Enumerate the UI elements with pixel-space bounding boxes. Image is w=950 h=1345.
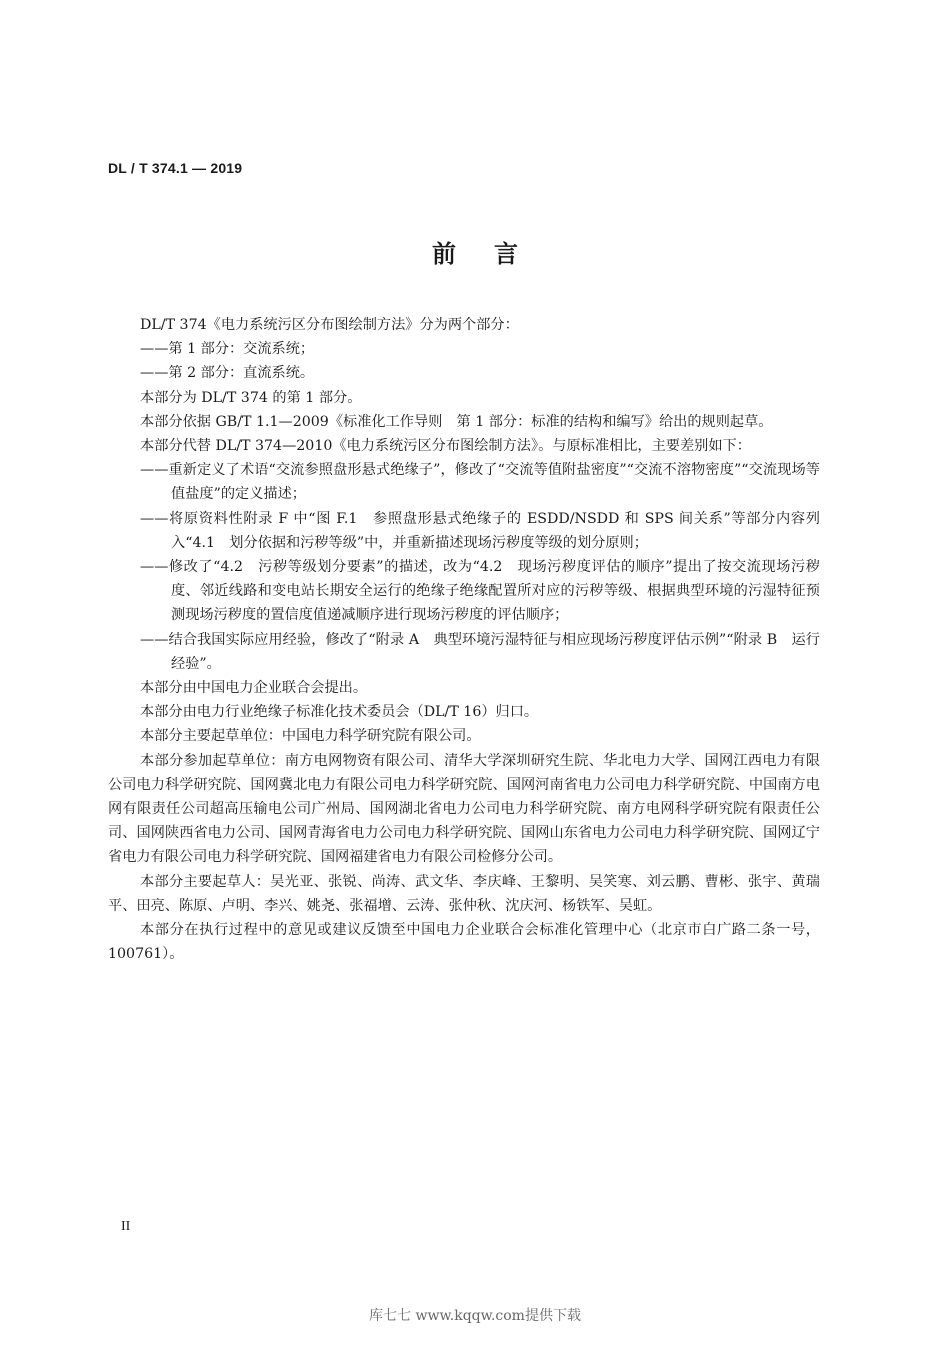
preface-body [108, 313, 820, 966]
paragraph: 本部分为 DL/T 374 的第 1 部分。 [140, 389, 362, 406]
page-title: 前言 [432, 240, 556, 268]
download-footer: 库七七 www.kqqw.com提供下载 [369, 1308, 581, 1324]
paragraph: 本部分主要起草人：吴光亚、张锐、尚涛、武文华、李庆峰、王黎明、吴笑寒、刘云鹏、曹彬、张宇、黄瑞平、田亮、陈原、卢明、李兴、姚尧、张福增、云涛、张仲秋、沈庆河、杨铁军、吴虹。 [108, 873, 820, 914]
document-code: DL / T 374.1 — 2019 [108, 160, 243, 176]
paragraph: 本部分在执行过程中的意见或建议反馈至中国电力企业联合会标准化管理中心（北京市白广路二条一号，100761）。 [108, 922, 820, 963]
paragraph: 本部分参加起草单位：南方电网物资有限公司、清华大学深圳研究生院、华北电力大学、国网江西电力有限公司电力科学研究院、国网冀北电力有限公司电力科学研究院、国网河南省电力公司电力科学研究院、中国南方电网有限责任公司超高压输电公司广州局、国网湖北省电力公司电力科学研究院、南方电网科学研究院有限责任公司、国网陕西省电力公司、国网青海省电力公司电力科学研究院、国网山东省电力公司电力科学研究院、国网辽宁省电力有限公司电力科学研究院、国网福建省电力有限公司检修分公司。 [108, 752, 820, 866]
change-list-item: ——重新定义了术语“交流参照盘形悬式绝缘子”，修改了“交流等值附盐密度”“交流不溶物密度”“交流现场等值盐度”的定义描述； [140, 462, 820, 503]
paragraph: ——第 2 部分：直流系统。 [140, 365, 315, 382]
change-list-item: ——结合我国实际应用经验，修改了“附录 A 典型环境污湿特征与相应现场污秽度评估示例”“附录 B 运行经验”。 [140, 631, 820, 672]
paragraph: 本部分主要起草单位：中国电力科学研究院有限公司。 [140, 728, 481, 745]
change-list-item: ——将原资料性附录 F 中“图 F.1 参照盘形悬式绝缘子的 ESDD/NSDD 和 SPS 间关系”等部分内容列入“4.1 划分依据和污秽等级”中，并重新描述现场污秽度等级的划分原则； [140, 510, 820, 551]
paragraph: 本部分由中国电力企业联合会提出。 [140, 680, 368, 697]
paragraph: 本部分代替 DL/T 374—2010《电力系统污区分布图绘制方法》。与原标准相比，主要差别如下： [140, 438, 751, 455]
paragraph: 本部分依据 GB/T 1.1—2009《标准化工作导则 第 1 部分：标准的结构和编写》给出的规则起草。 [140, 413, 773, 430]
paragraph: 本部分由电力行业绝缘子标准化技术委员会（DL/T 16）归口。 [140, 704, 539, 721]
page-number: II [121, 1219, 131, 1234]
paragraph: DL/T 374《电力系统污区分布图绘制方法》分为两个部分： [140, 317, 519, 333]
paragraph: ——第 1 部分：交流系统； [140, 341, 315, 358]
change-list-item: ——修改了“4.2 污秽等级划分要素”的描述，改为“4.2 现场污秽度评估的顺序”提出了按交流现场污秽度、邻近线路和变电站长期安全运行的绝缘子绝缘配置所对应的污秽等级、根据典型环境的污湿特征预测现场污秽度的置信度值递减顺序进行现场污秽度的评估顺序； [140, 559, 820, 624]
